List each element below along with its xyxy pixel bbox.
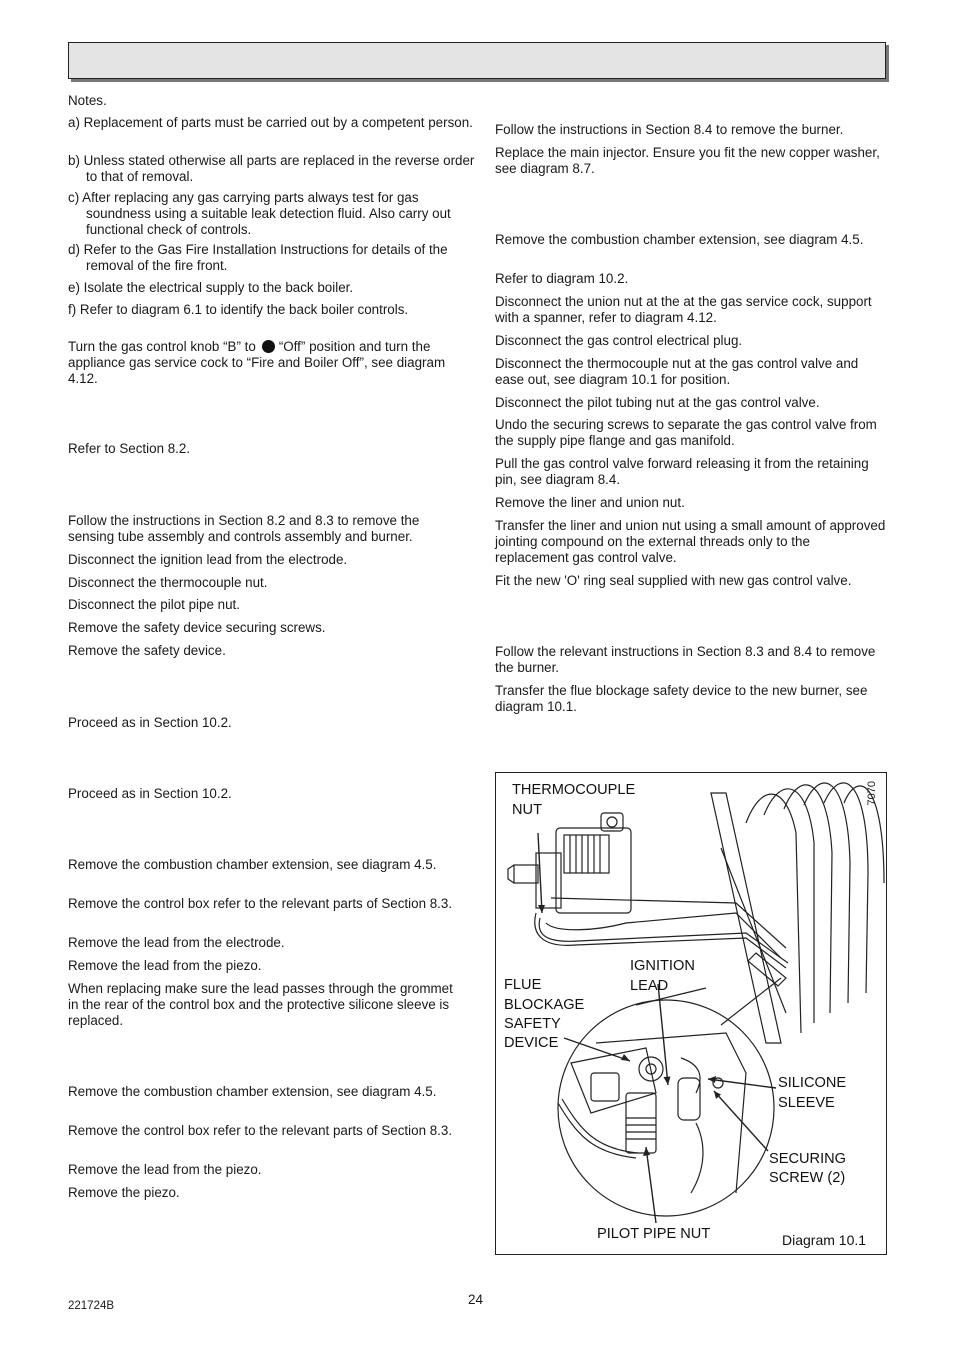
refer-diagram-10-2: Refer to diagram 10.2.	[495, 271, 629, 286]
note-f: f) Refer to diagram 6.1 to identify the back boiler controls.	[68, 302, 409, 317]
label-flue-line1: FLUE	[504, 977, 542, 993]
remove-liner: Remove the liner and union nut.	[495, 495, 685, 510]
page-number: 24	[468, 1292, 484, 1307]
disconnect-pilot: Disconnect the pilot pipe nut.	[68, 597, 240, 612]
label-pilot-pipe-nut: PILOT PIPE NUT	[597, 1226, 711, 1242]
remove-lead-piezo-a: Remove the lead from the piezo.	[68, 958, 262, 973]
turn-knob-paragraph	[68, 339, 460, 387]
remove-lead-electrode: Remove the lead from the electrode.	[68, 935, 285, 950]
label-securing-line2: SCREW (2)	[769, 1170, 846, 1186]
off-position-dot-icon	[262, 340, 275, 353]
remove-combustion-a: Remove the combustion chamber extension, see diagram 4.5.	[68, 857, 437, 872]
proceed-10-2-b: Proceed as in Section 10.2.	[68, 786, 232, 801]
note-e: e) Isolate the electrical supply to the back boiler.	[68, 280, 354, 295]
label-silicone-line2: SLEEVE	[778, 1095, 835, 1111]
section-header-bar	[68, 42, 886, 79]
remove-lead-piezo-b: Remove the lead from the piezo.	[68, 1162, 262, 1177]
label-silicone-line1: SILICONE	[778, 1075, 847, 1091]
replace-injector: Replace the main injector. Ensure you fit the new copper washer, see diagram 8.7.	[495, 145, 880, 176]
refer-section-8-2: Refer to Section 8.2.	[68, 441, 191, 456]
remove-safety-device: Remove the safety device.	[68, 643, 226, 658]
disconnect-union: Disconnect the union nut at the at the gas service cock, support with a spanner, refer to diagram 4.12.	[495, 294, 872, 325]
remove-control-box-b: Remove the control box refer to the relevant parts of Section 8.3.	[68, 1123, 453, 1138]
proceed-10-2-a: Proceed as in Section 10.2.	[68, 715, 232, 730]
remove-control-box-a: Remove the control box refer to the relevant parts of Section 8.3.	[68, 896, 453, 911]
label-flue-line2: BLOCKAGE	[504, 997, 585, 1013]
undo-screws: Undo the securing screws to separate the gas control valve from the supply pipe flange and gas manifold.	[495, 417, 877, 448]
label-thermocouple-line2: NUT	[512, 802, 542, 818]
pull-valve: Pull the gas control valve forward releasing it from the retaining pin, see diagram 8.4.	[495, 456, 869, 487]
diagram-10-1	[495, 772, 887, 1255]
diagram-code: 7070	[866, 781, 878, 806]
follow-8-2-8-3: Follow the instructions in Section 8.2 and 8.3 to remove the sensing tube assembly and controls assembly and burner.	[68, 513, 420, 544]
note-b: b) Unless stated otherwise all parts are replaced in the reverse order to that of removal.	[68, 153, 475, 184]
disconnect-thermo-valve: Disconnect the thermocouple nut at the gas control valve and ease out, see diagram 10.1 for position.	[495, 356, 859, 387]
follow-8-3-8-4: Follow the relevant instructions in Section 8.3 and 8.4 to remove the burner.	[495, 644, 876, 675]
disconnect-pilot-tubing: Disconnect the pilot tubing nut at the gas control valve.	[495, 395, 820, 410]
turn-knob-text-a: Turn the gas control knob “B” to	[68, 339, 256, 354]
when-replacing-note: When replacing make sure the lead passes through the grommet in the rear of the control box and the protective silicone sleeve is replaced.	[68, 981, 453, 1028]
note-d: d) Refer to the Gas Fire Installation Instructions for details of the removal of the fire front.	[68, 242, 448, 273]
disconnect-plug: Disconnect the gas control electrical plug.	[495, 333, 743, 348]
fit-o-ring: Fit the new 'O' ring seal supplied with new gas control valve.	[495, 573, 852, 588]
label-flue-line3: SAFETY	[504, 1016, 561, 1032]
label-thermocouple-line1: THERMOCOUPLE	[512, 782, 636, 798]
label-ignition-line1: IGNITION	[630, 958, 695, 974]
remove-combustion-right: Remove the combustion chamber extension, see diagram 4.5.	[495, 232, 864, 247]
remove-combustion-b: Remove the combustion chamber extension, see diagram 4.5.	[68, 1084, 437, 1099]
note-c: c) After replacing any gas carrying parts always test for gas soundness using a suitable leak detection fluid. Also carry out functional check of controls.	[68, 190, 451, 237]
turn-knob-text-b: “Off” position and turn the appliance gas service cock to “Fire and Boiler Off”, see diagram 4.12.	[68, 339, 446, 386]
remove-safety-screws: Remove the safety device securing screws.	[68, 620, 326, 635]
transfer-flue-device: Transfer the flue blockage safety device to the new burner, see diagram 10.1.	[495, 683, 868, 714]
remove-piezo: Remove the piezo.	[68, 1185, 180, 1200]
notes-title: Notes.	[68, 93, 107, 108]
diagram-caption: Diagram 10.1	[782, 1232, 867, 1248]
label-flue-line4: DEVICE	[504, 1035, 559, 1051]
label-securing-line1: SECURING	[769, 1151, 847, 1167]
document-code: 221724B	[68, 1300, 115, 1312]
note-a: a) Replacement of parts must be carried out by a competent person.	[68, 115, 473, 130]
label-ignition-line2: LEAD	[630, 978, 669, 994]
transfer-liner: Transfer the liner and union nut using a small amount of approved jointing compound on the external threads only to the replacement gas control valve.	[495, 518, 886, 565]
disconnect-ignition: Disconnect the ignition lead from the electrode.	[68, 552, 348, 567]
follow-8-4: Follow the instructions in Section 8.4 to remove the burner.	[495, 122, 844, 137]
disconnect-thermocouple: Disconnect the thermocouple nut.	[68, 575, 268, 590]
